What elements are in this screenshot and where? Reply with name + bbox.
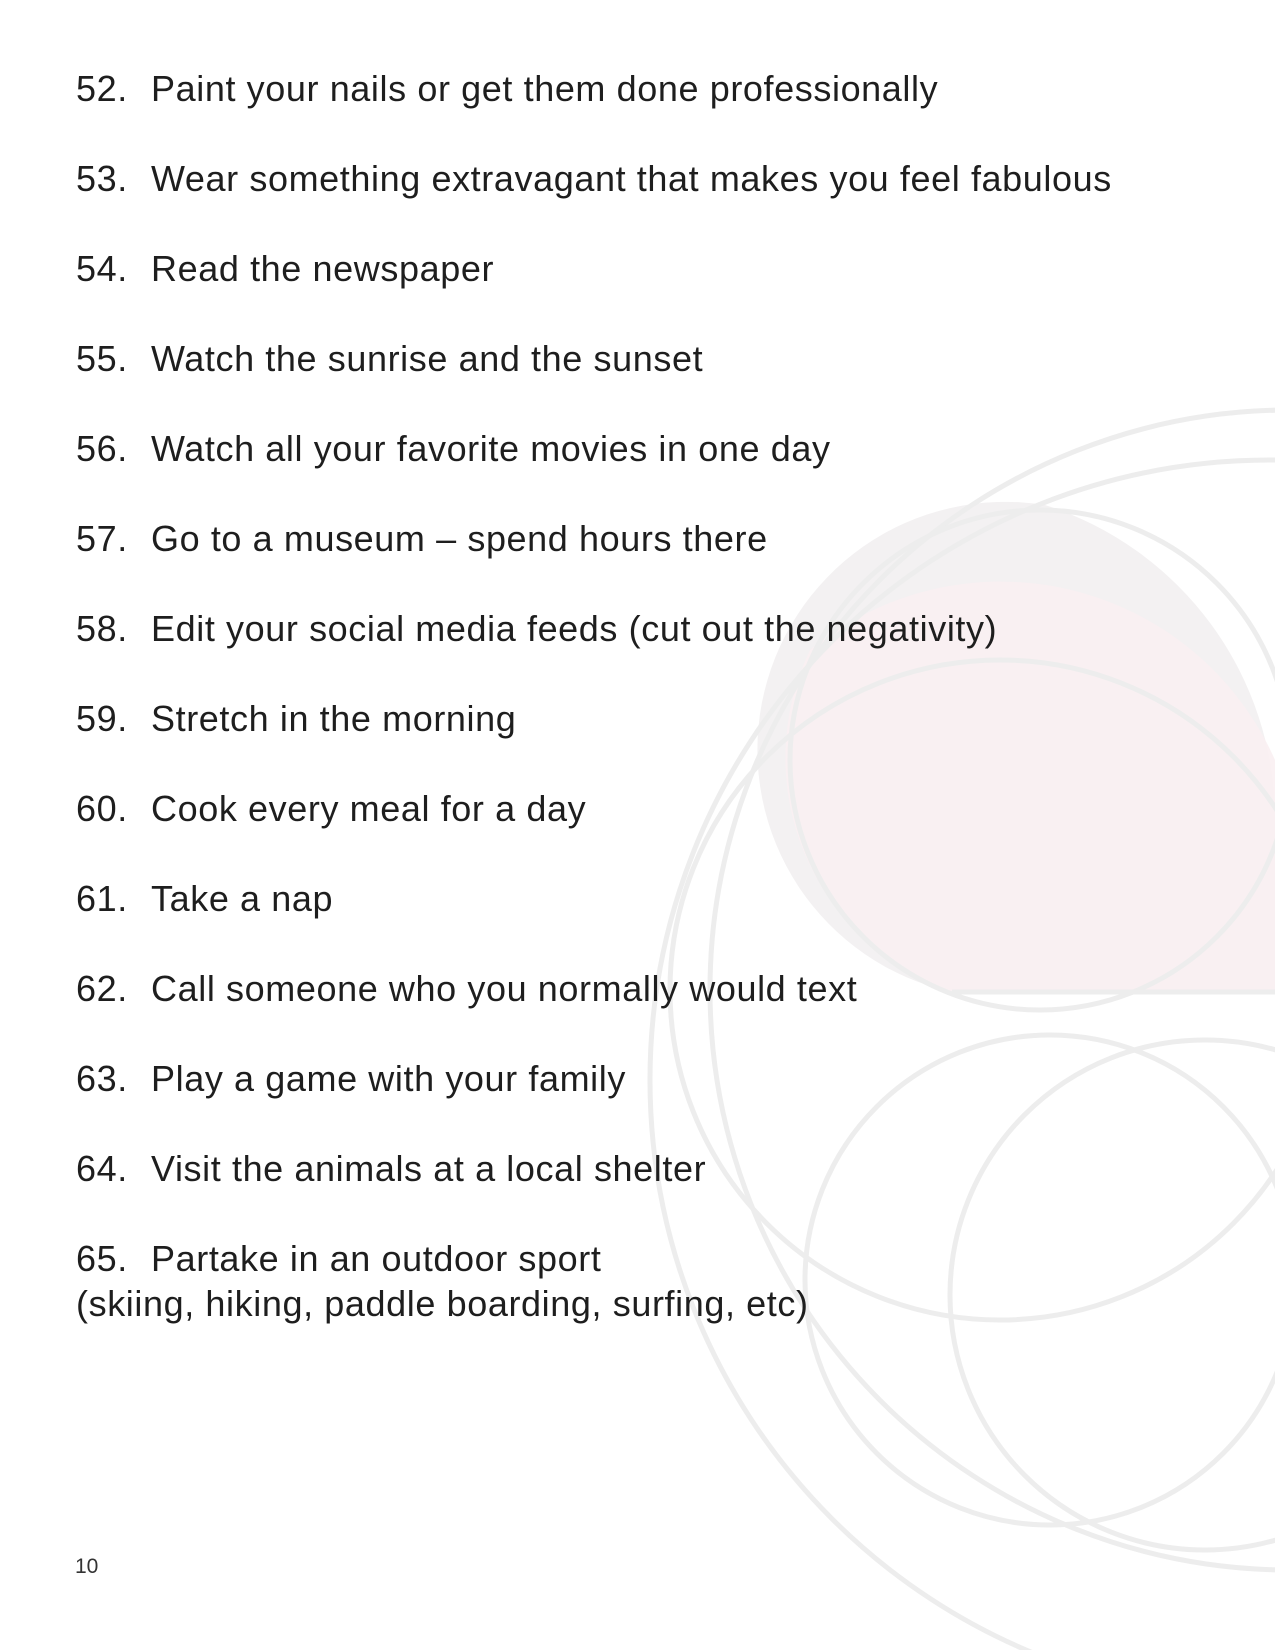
list-item (76, 1236, 1176, 1326)
list-item (76, 516, 1176, 561)
item-text: Wear something extravagant that makes you feel fabulous (151, 158, 1112, 199)
item-text: Stretch in the morning (151, 698, 517, 739)
item-number: 53. (76, 158, 128, 199)
page-number: 10 (75, 1555, 99, 1578)
item-number: 52. (76, 68, 128, 109)
list-item (76, 426, 1176, 471)
item-text: Cook every meal for a day (151, 788, 587, 829)
list-item (76, 66, 1176, 111)
item-number: 60. (76, 788, 128, 829)
item-number: 61. (76, 878, 128, 919)
item-text: Watch all your favorite movies in one day (151, 428, 831, 469)
list-item (76, 606, 1176, 651)
item-number: 54. (76, 248, 128, 289)
list-item (76, 1146, 1176, 1191)
item-number: 59. (76, 698, 128, 739)
item-text: Go to a museum – spend hours there (151, 518, 768, 559)
list-item (76, 246, 1176, 291)
item-text: Edit your social media feeds (cut out the negativity) (151, 608, 998, 649)
item-text: Take a nap (151, 878, 334, 919)
list-item (76, 1056, 1176, 1101)
item-number: 62. (76, 968, 128, 1009)
item-number: 57. (76, 518, 128, 559)
item-text: Call someone who you normally would text (151, 968, 858, 1009)
item-number: 63. (76, 1058, 128, 1099)
item-number: 56. (76, 428, 128, 469)
item-text: Partake in an outdoor sport (151, 1238, 602, 1279)
item-text: Visit the animals at a local shelter (151, 1148, 707, 1189)
list-item (76, 336, 1176, 381)
item-text-continuation: (skiing, hiking, paddle boarding, surfing, etc) (76, 1283, 809, 1324)
item-text: Paint your nails or get them done professionally (151, 68, 939, 109)
list-item (76, 966, 1176, 1011)
item-number: 65. (76, 1238, 128, 1279)
item-text: Watch the sunrise and the sunset (151, 338, 704, 379)
list-item (76, 876, 1176, 921)
self-care-list (76, 66, 1176, 1371)
item-text: Read the newspaper (151, 248, 495, 289)
list-item (76, 786, 1176, 831)
list-item (76, 156, 1176, 201)
item-text: Play a game with your family (151, 1058, 626, 1099)
item-number: 58. (76, 608, 128, 649)
item-number: 55. (76, 338, 128, 379)
list-item (76, 696, 1176, 741)
item-number: 64. (76, 1148, 128, 1189)
